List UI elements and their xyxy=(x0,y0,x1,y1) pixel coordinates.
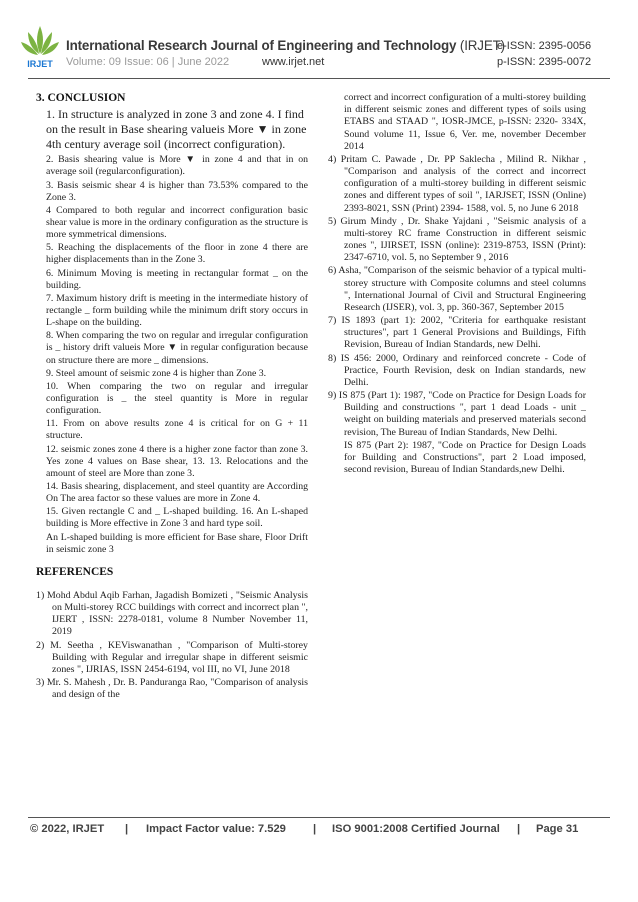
conclusion-point: 2. Basis shearing value is More ▼ in zone 4 and that in on average soil (regularconfiguration). xyxy=(46,154,308,178)
reference-continuation: correct and incorrect configuration of a multi-storey building in different seismic zones and different types of soils using ETABS and STAAD ", IOSR-JMCE, p-ISSN: 2320- 334X, Sound volume 11, Issue 6, Ver. me, november December 2014 xyxy=(344,92,586,152)
conclusion-point: 14. Basis shearing, displacement, and steel quantity are According On The area factor so these values are more in Zone 4. xyxy=(46,480,308,505)
conclusion-point: 10. When comparing the two on regular and irregular configuration is _ the steel quantity is More in regular configuration. xyxy=(46,380,308,417)
footer-page-number: Page 31 xyxy=(536,823,579,835)
website-link[interactable]: www.irjet.net xyxy=(262,56,325,68)
journal-name: International Research Journal of Engineering and Technology xyxy=(66,38,457,53)
pissn: p-ISSN: 2395-0072 xyxy=(497,56,592,68)
conclusion-point: 8. When comparing the two on regular and irregular configuration is _ history drift valueis More ▼ in regular configuration because on structure there are more _ dimensions. xyxy=(46,330,308,366)
right-column xyxy=(328,92,586,477)
header-rule xyxy=(28,78,610,79)
journal-logo xyxy=(18,22,62,72)
logo-text: IRJET xyxy=(27,59,53,69)
footer-rule xyxy=(28,817,610,818)
eissn: e-ISSN: 2395-0056 xyxy=(497,40,592,52)
footer-impact-factor: Impact Factor value: 7.529 xyxy=(146,823,286,835)
reference-item: 1) Mohd Abdul Aqib Farhan, Jagadish Bomizeti , "Seismic Analysis on Multi-storey RCC buildings with correct and incorrect plan ", IJERT , ISSN: 2278-0181, volume 8 Number November 11, 2019 xyxy=(36,589,308,638)
reference-item: 3) Mr. S. Mahesh , Dr. B. Panduranga Rao, "Comparison of analysis and design of the xyxy=(36,677,308,701)
reference-item: 9) IS 875 (Part 1): 1987, "Code on Practice for Design Loads for Building and constructions ", part 1 dead Loads - unit _ weight on building materials and preserved materials second revision, The Bureau of Indian Standards, New Delhi. xyxy=(328,390,586,438)
reference-item: 5) Girum Mindy , Dr. Shake Yajdani , "Seismic analysis of a multi-storey RC frame Construction in different seismic zones ", IJIRSET, ISSN (online): 2319-8753, ISSN (Print): 2347-6710, vol. 5, no September 9 , 2016 xyxy=(328,215,586,264)
conclusion-point: 12. seismic zones zone 4 there is a higher zone factor than zone 3. Yes zone 4 values on Base shear, 13. 13. Relocations and the amount of steel are More than zone 3. xyxy=(46,443,308,479)
reference-item: 8) IS 456: 2000, Ordinary and reinforced concrete - Code of Practice, Fourth Revision, desk on Indian standards, new Delhi. xyxy=(328,352,586,388)
conclusion-point: 4 Compared to both regular and incorrect configuration basic shear value is more in the ordinary configuration as the structure is more symmetrical dimensions. xyxy=(46,204,308,241)
footer-separator: | xyxy=(125,823,129,835)
conclusion-point: 6. Minimum Moving is meeting in rectangular format _ on the building. xyxy=(46,267,308,291)
footer-separator: | xyxy=(313,823,317,835)
conclusion-point: 11. From on above results zone 4 is critical for on G + 11 structure. xyxy=(46,418,308,442)
reference-item: 2) M. Seetha , KEViswanathan , "Comparison of Multi-storey Building with Regular and irregular shape in different seismic zones ", IJRIAS, ISSN 2454-6194, vol III, no VI, June 2018 xyxy=(36,639,308,675)
reference-item: 6) Asha, "Comparison of the seismic behavior of a typical multi-storey structure with Composite columns and steel columns ", International Journal of Civil and Structural Engineering Research (IJSER), vol. 3, pp. 360-367, September 2015 xyxy=(328,265,586,313)
references-heading: REFERENCES xyxy=(36,565,114,578)
conclusion-intro: 1. In structure is analyzed in zone 3 and zone 4. I find on the result in Base shearing valueis More ▼ in zone 4th century average soil (incorrect configuration). xyxy=(46,107,307,152)
reference-item-last: IS 875 (Part 2): 1987, "Code on Practice for Design Loads for Building and Constructions", part 2 Load imposed, second revision, Bureau of Indian Standards,new Delhi. xyxy=(344,439,586,476)
conclusion-point: 3. Basis seismic shear 4 is higher than 73.53% compared to the Zone 3. xyxy=(46,179,308,203)
footer-iso: ISO 9001:2008 Certified Journal xyxy=(332,823,500,835)
conclusion-point: 7. Maximum history drift is meeting in the intermediate history of rectangle _ form building while the minimum drift story occurs in L-shape on the building. xyxy=(46,292,308,329)
conclusion-heading: 3. CONCLUSION xyxy=(36,92,126,104)
volume-line: Volume: 09 Issue: 06 | June 2022 xyxy=(66,56,230,68)
conclusion-point: 9. Steel amount of seismic zone 4 is higher than Zone 3. xyxy=(46,367,267,379)
conclusion-point: An L-shaped building is more efficient for Base share, Floor Drift in seismic zone 3 xyxy=(46,531,308,555)
left-column xyxy=(36,92,308,702)
reference-item: 7) IS 1893 (part 1): 2002, "Criteria for earthquake resistant structures", part 1 General Provisions and Buildings, Fifth Revision, Bureau of Indian Standards, new Delhi. xyxy=(328,315,586,351)
conclusion-point: 5. Reaching the displacements of the floor in zone 4 there are higher displacements than in the Zone 3. xyxy=(46,242,308,266)
journal-title xyxy=(66,38,505,53)
conclusion-point: 15. Given rectangle C and _ L-shaped building. 16. An L-shaped building is More effective in Zone 3 and hard type soil. xyxy=(46,506,308,530)
reference-item: 4) Pritam C. Pawade , Dr. PP Saklecha , Milind R. Nikhar , "Comparison and analysis of the correct and incorrect configuration of a multi-storey building in different seismic zones and different types of soil ", IARJSET, ISSN (Online) 2393-8021, SSN (Print) 2394- 1588, vol. 5, no June 6 2018 xyxy=(328,153,586,214)
footer-copyright: © 2022, IRJET xyxy=(30,823,105,835)
journal-abbr: (IRJET) xyxy=(459,38,505,53)
footer-separator: | xyxy=(517,823,521,835)
